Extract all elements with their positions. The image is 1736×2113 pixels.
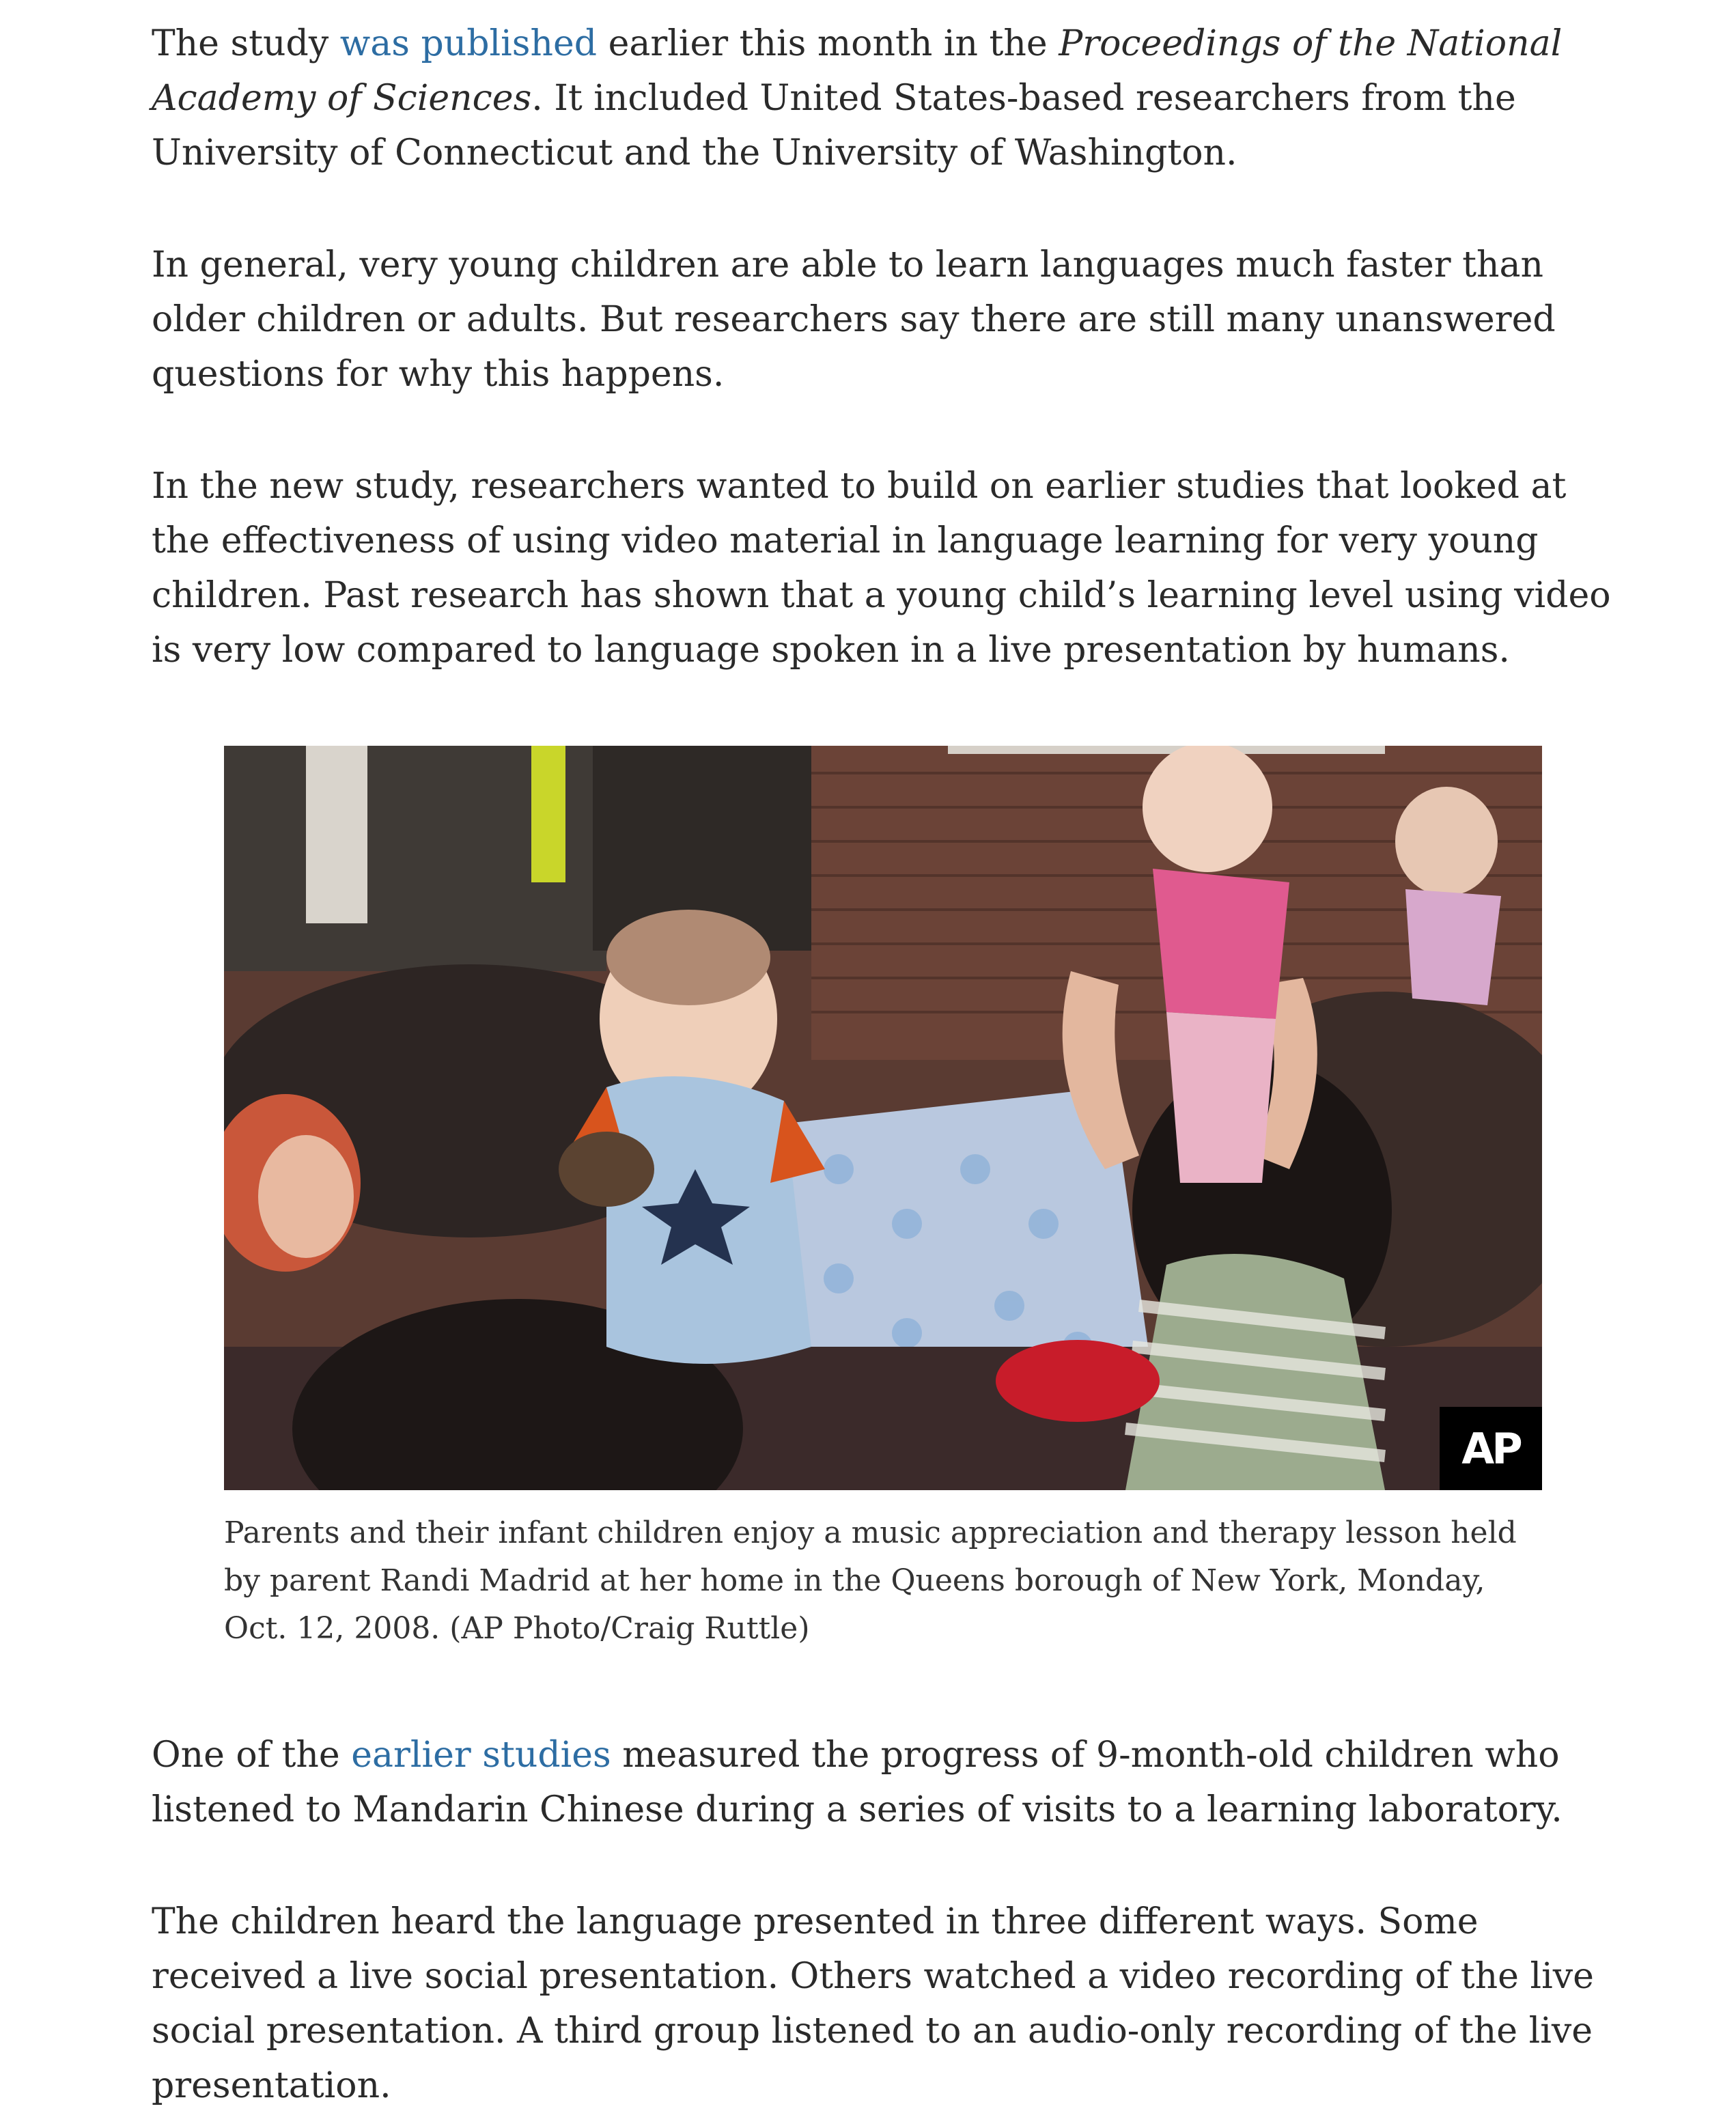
paragraph-new-study: In the new study, researchers wanted to build on earlier studies that looked at the effectiveness of using video material in language learning for very young children. Past research has shown that a young child’s learning level using video is very low compared to language spoken in a live presentation by humans. <box>152 466 1611 671</box>
article-figure <box>224 746 1542 1653</box>
article-body <box>152 16 1613 2113</box>
paragraph-general: In general, very young children are able to learn languages much faster than older children or adults. But researchers say there are still many unanswered questions for why this happens. <box>152 244 1556 395</box>
p1-text-mid: earlier this month in the <box>597 23 1059 64</box>
paragraph-study-published <box>152 16 1613 180</box>
p1-text-start: The study <box>152 23 340 64</box>
photo-illustration <box>224 746 1542 1490</box>
photo-caption: Parents and their infant children enjoy a music appreciation and therapy lesson held by parent Randi Madrid at her home in the Queens borough of New York, Monday, Oct. 12, 2008. (AP Photo/Craig Ruttle) <box>224 1515 1517 1646</box>
paragraph-three-ways: The children heard the language presented in three different ways. Some received a live social presentation. Others watched a video recording of the live social presentation. A third group listened to an audio-only recording of the live presentation. <box>152 1901 1594 2106</box>
ap-logo-badge: AP <box>1440 1407 1542 1490</box>
p1-text-end: . It included United States-based researchers from the University of Connecticut and the University of Washington. <box>152 78 1516 173</box>
earlier-studies-link[interactable]: earlier studies <box>351 1735 611 1776</box>
article-photo <box>224 746 1542 1490</box>
was-published-link[interactable]: was published <box>339 23 598 64</box>
p4-text-end: measured the progress of 9-month-old children who listened to Mandarin Chinese during a series of visits to a learning laboratory. <box>152 1735 1563 1830</box>
p4-text-start: One of the <box>152 1735 352 1776</box>
paragraph-earlier-studies <box>152 1728 1613 1837</box>
journal-name: Proceedings of the National Academy of Sciences <box>152 23 1563 119</box>
